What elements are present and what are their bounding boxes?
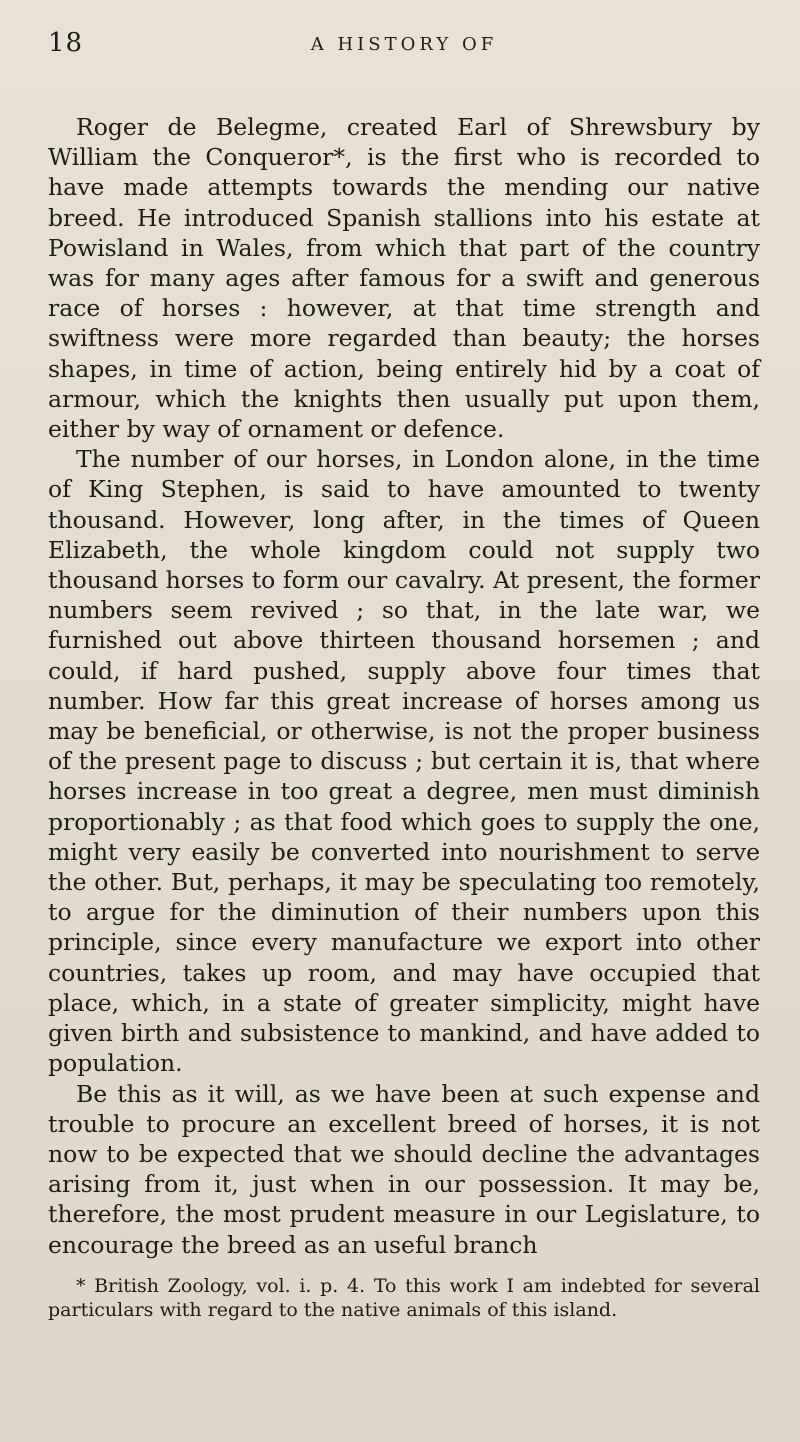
running-title: A HISTORY OF [310, 34, 498, 55]
running-head [48, 28, 760, 78]
body-text [48, 112, 760, 1260]
paragraph-be-this-as-it-will: Be this as it will, as we have been at such expense and trouble to procure an excellent breed of horses, it is not now to be expected that we should decline the advantages arising from it, just when in our possession. It may be, therefore, the most prudent measure in our Legislature, to encourage the breed as an useful branch [48, 1079, 760, 1259]
footnote: * British Zoology, vol. i. p. 4. To this work I am indebted for several particulars with regard to the native animals of this island. [48, 1274, 760, 1321]
paragraph-roger-de-belegme: Roger de Belegme, created Earl of Shrewsbury by William the Conqueror*, is the first who is recorded to have made attempts towards the mending our native breed. He introduced Spanish stallions into his estate at Powisland in Wales, from which that part of the country was for many ages after famous for a swift and generous race of horses : however, at that time strength and swiftness were more regarded than beauty; the horses shapes, in time of action, being entirely hid by a coat of armour, which the knights then usually put upon them, either by way of ornament or defence. [48, 113, 760, 444]
paragraph-number-of-horses: The number of our horses, in London alone, in the time of King Stephen, is said to have amounted to twenty thousand. However, long after, in the times of Queen Elizabeth, the whole kingdom could not supply two thousand horses to form our cavalry. At present, the former numbers seem revived ; so that, in the late war, we furnished out above thirteen thousand horsemen ; and could, if hard pushed, supply above four times that number. How far this great increase of horses among us may be beneficial, or otherwise, is not the proper business of the present page to discuss ; but certain it is, that where horses increase in too great a degree, men must diminish proportionably ; as that food which goes to supply the one, might very easily be converted into nourishment to serve the other. But, perhaps, it may be speculating too remotely, to argue for the diminution of their numbers upon this principle, since every manufacture we export into other countries, takes up room, and may have occupied that place, which, in a state of greater simplicity, might have given birth and subsistence to mankind, and have added to population. [48, 445, 760, 1078]
page-number: 18 [48, 28, 84, 58]
